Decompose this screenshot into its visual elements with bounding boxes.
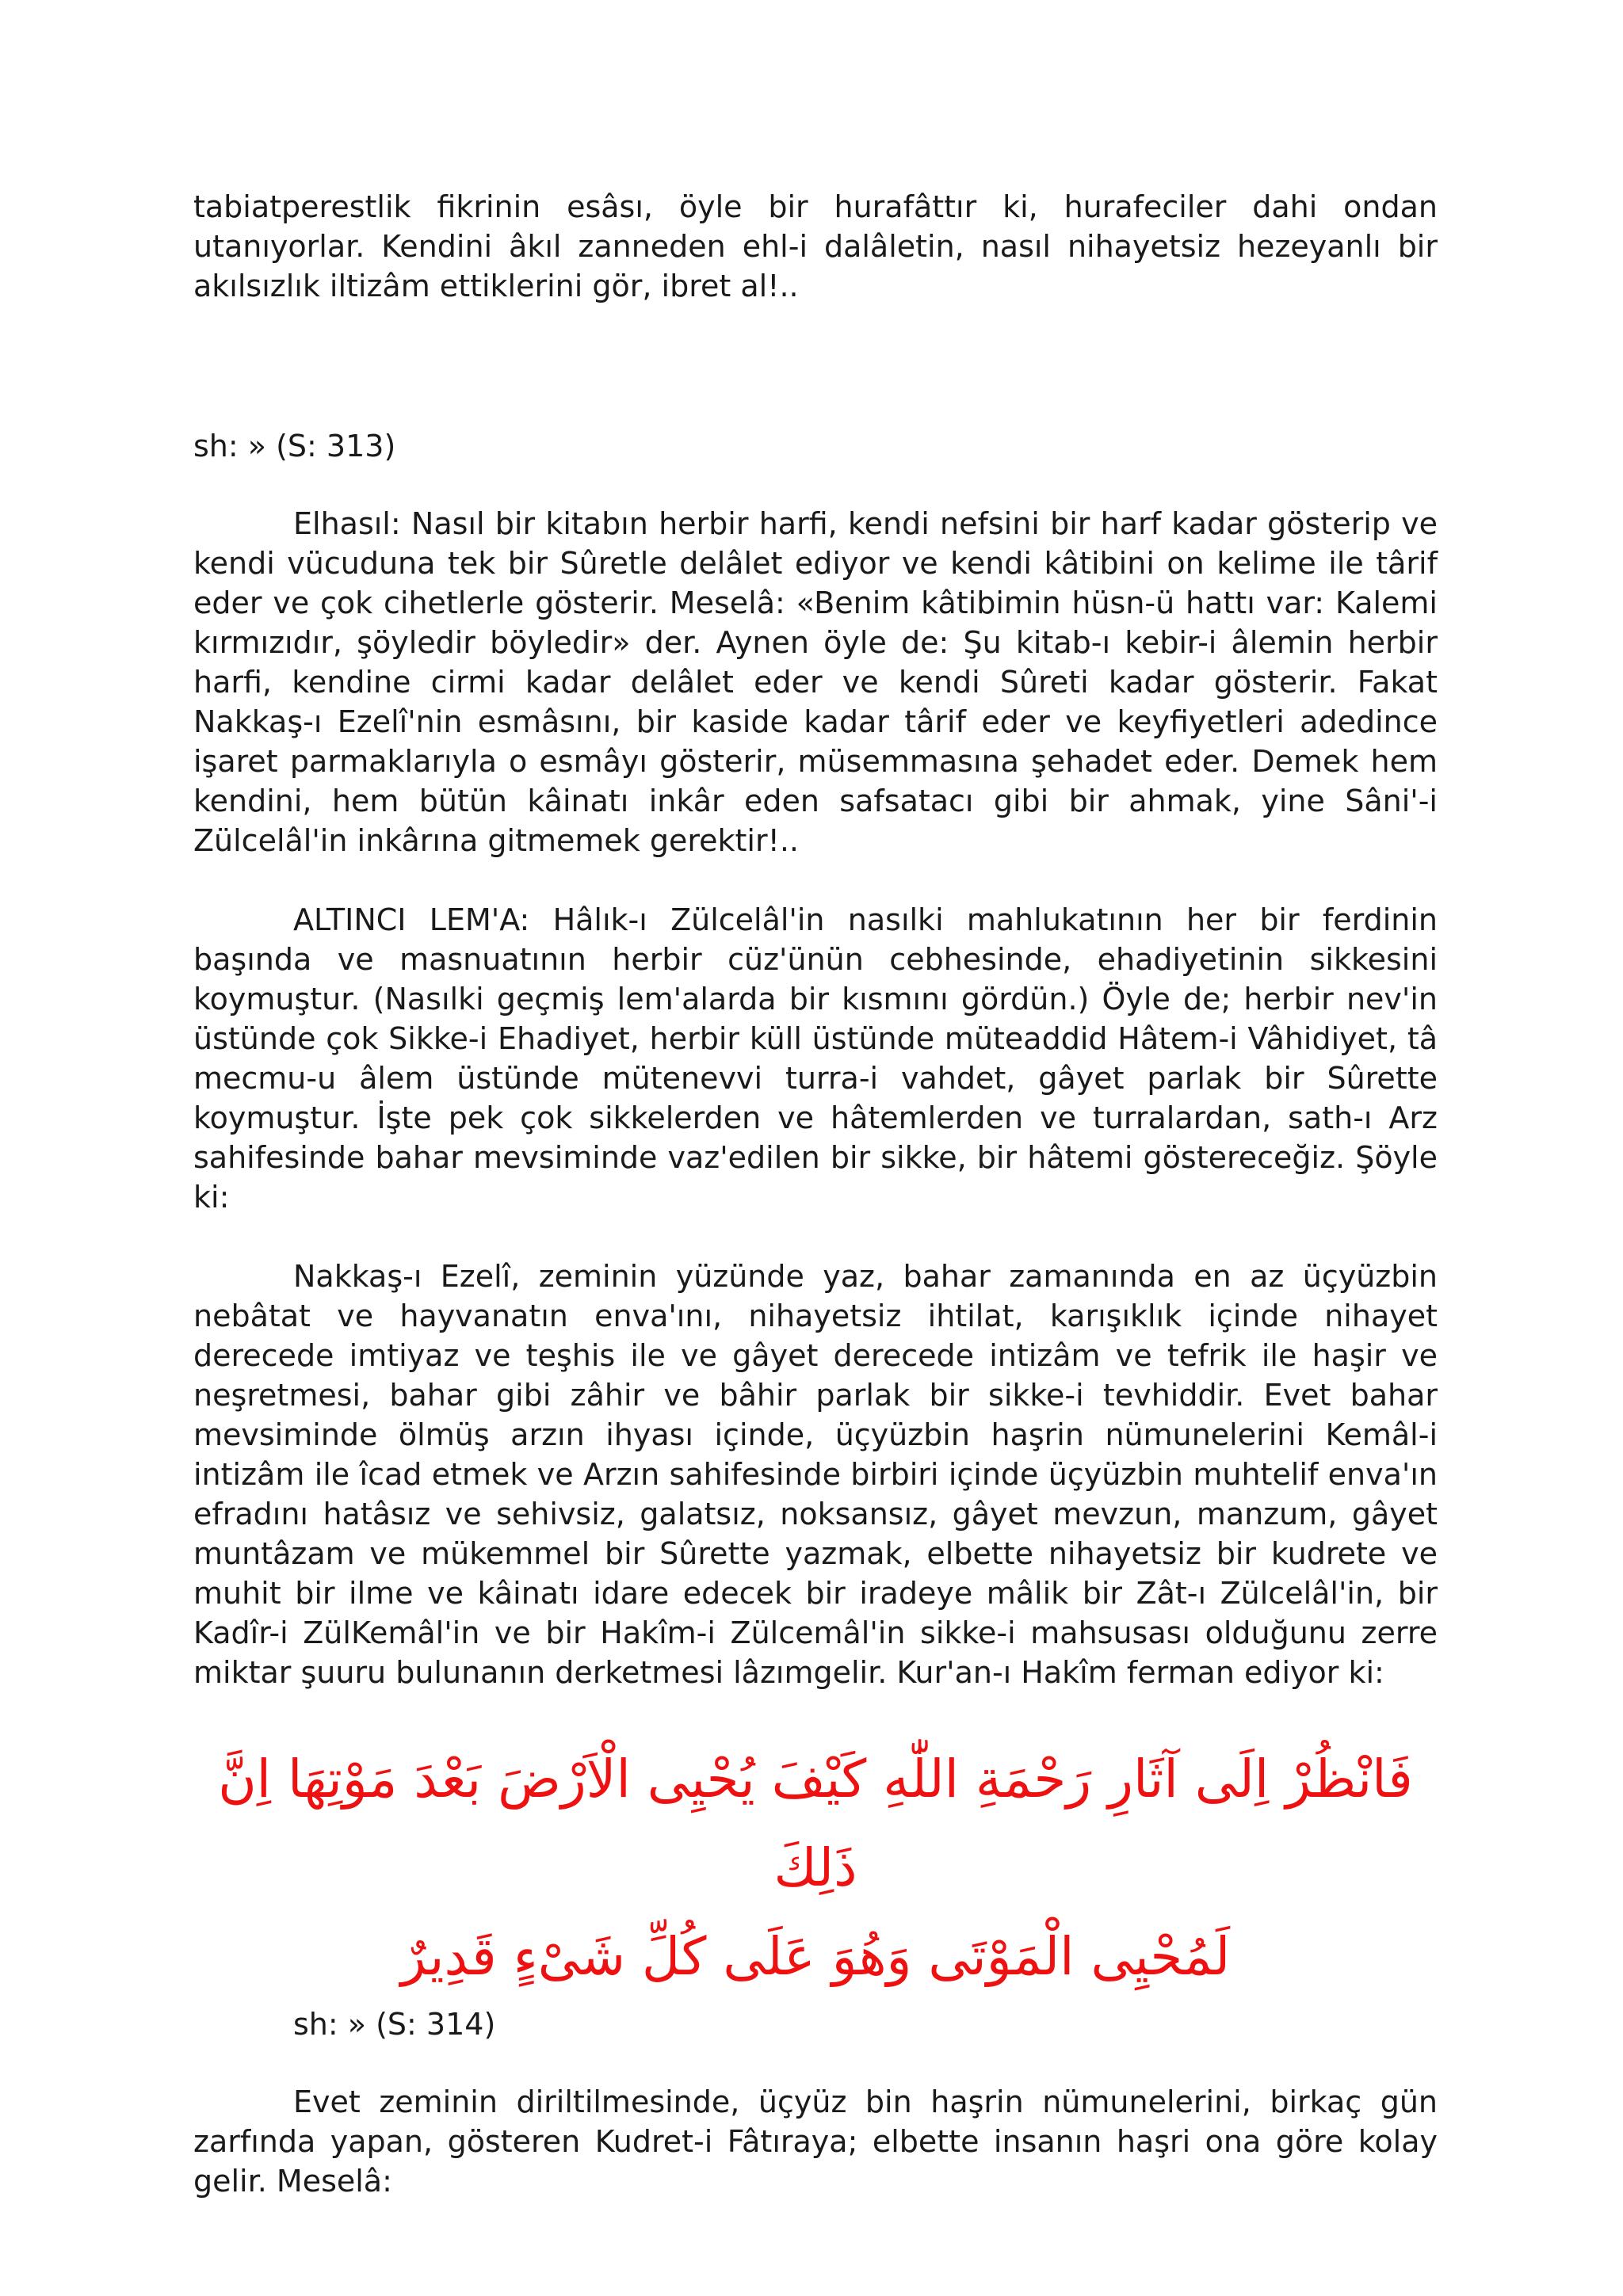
paragraph-nakkas: Nakkaş-ı Ezelî, zeminin yüzünde yaz, bahar zamanında en az üçyüzbin nebâtat ve hayvanatın enva'ını, nihayetsiz ihtilat, karışıklık içinde nihayet derecede imtiyaz ve teşhis ile ve gâyet derecede intizâm ve tefrik ile haşir ve neşretmesi, bahar gibi zâhir ve bâhir parlak bir sikke-i tevhiddir. Evet bahar mevsiminde ölmüş arzın ihyası içinde, üçyüzbin haşrin nümunelerini Kemâl-i intizâm ile îcad etmek ve Arzın sahifesinde birbiri içinde üçyüzbin muhtelif enva'ın efradını hatâsız ve sehivsiz, galatsız, noksansız, gâyet mevzun, manzum, gâyet muntâzam ve mükemmel bir Sûrette yazmak, elbette nihayetsiz bir kudrete ve muhit bir ilme ve kâinatı idare edecek bir iradeye mâlik bir Zât-ı Zülcelâl'in, bir Kadîr-i ZülKemâl'in ve bir Hakîm-i Zülcemâl'in sikke-i mahsusası olduğunu zerre miktar şuuru bulunanın derketmesi lâzımgelir. Kur'an-ı Hakîm ferman ediyor ki:	[193, 1259, 1438, 1690]
section-spacer	[193, 2044, 1438, 2082]
intro-paragraph: tabiatperestlik fikrinin esâsı, öyle bir hurafâttır ki, hurafeciler dahi ondan utanıyorlar. Kendini âkıl zanneden ehl-i dalâletin, nasıl nihayetsiz hezeyanlı bir akılsızlık iltizâm ettiklerini gör, ibret al!..	[193, 189, 1438, 303]
section-spacer	[193, 306, 1438, 426]
paragraph-elhasil: Elhasıl: Nasıl bir kitabın herbir harfi, kendi nefsini bir harf kadar gösterip ve kendi vücuduna tek bir Sûretle delâlet ediyor ve kendi kâtibini on kelime ile târif eder ve çok cihetlerle gösterir. Meselâ: «Benim kâtibimin hüsn-ü hattı var: Kalemi kırmızıdır, şöyledir böyledir» der. Aynen öyle de: Şu kitab-ı kebir-i âlemin herbir harfi, kendine cirmi kadar delâlet eder ve kendi Sûreti kadar gösterir. Fakat Nakkaş-ı Ezelî'nin esmâsını, bir kaside kadar târif eder ve keyfiyetleri adedince işaret parmaklarıyla o esmâyı gösterir, müsemmasına şehadet eder. Demek hem kendini, hem bütün kâinatı inkâr eden safsatacı gibi bir ahmak, yine Sâni'-i Zülcelâl'in inkârına gitmemek gerektir!..	[193, 506, 1438, 858]
verse-line: لَمُحْيِى الْمَوْتَى وَهُوَ عَلَى كُلِّ شَىْءٍ قَدِيرٌ	[400, 1926, 1231, 1987]
verse-line: فَانْظُرْ اِلَى آثَارِ رَحْمَةِ اللّٰهِ كَيْفَ يُحْيِى الْاَرْضَ بَعْدَ مَوْتِهَا اِنَّ ذَلِكَ	[218, 1749, 1413, 1898]
section-spacer	[193, 466, 1438, 504]
page-reference: sh: » (S: 314)	[293, 2007, 496, 2042]
page-reference: sh: » (S: 313)	[193, 429, 396, 463]
paragraph-altinci-lema: ALTINCI LEM'A: Hâlık-ı Zülcelâl'in nasılki mahlukatının her bir ferdinin başında ve masnuatının herbir cüz'ünün cebhesinde, ehadiyetinin sikkesini koymuştur. (Nasılki geçmiş lem'alarda bir kısmını gördün.) Öyle de; herbir nev'in üstünde çok Sikke-i Ehadiyet, herbir küll üstünde müteaddid Hâtem-i Vâhidiyet, tâ mecmu-u âlem üstünde mütenevvi turra-i vahdet, gâyet parlak bir Sûrette koymuştur. İşte pek çok sikkelerden ve hâtemlerden ve turralardan, sath-ı Arz sahifesinde bahar mevsiminde vaz'edilen bir sikke, bir hâtemi göstereceğiz. Şöyle ki:	[193, 902, 1438, 1215]
paragraph-evet: Evet zeminin diriltilmesinde, üçyüz bin haşrin nümunelerini, birkaç gün zarfında yapan, gösteren Kudret-i Fâtıraya; elbette insanın haşri ona göre kolay gelir. Meselâ:	[193, 2084, 1438, 2199]
section-spacer	[193, 860, 1438, 900]
quran-verse	[193, 1735, 1438, 2001]
document-page	[193, 187, 1438, 2201]
section-spacer	[193, 1217, 1438, 1257]
